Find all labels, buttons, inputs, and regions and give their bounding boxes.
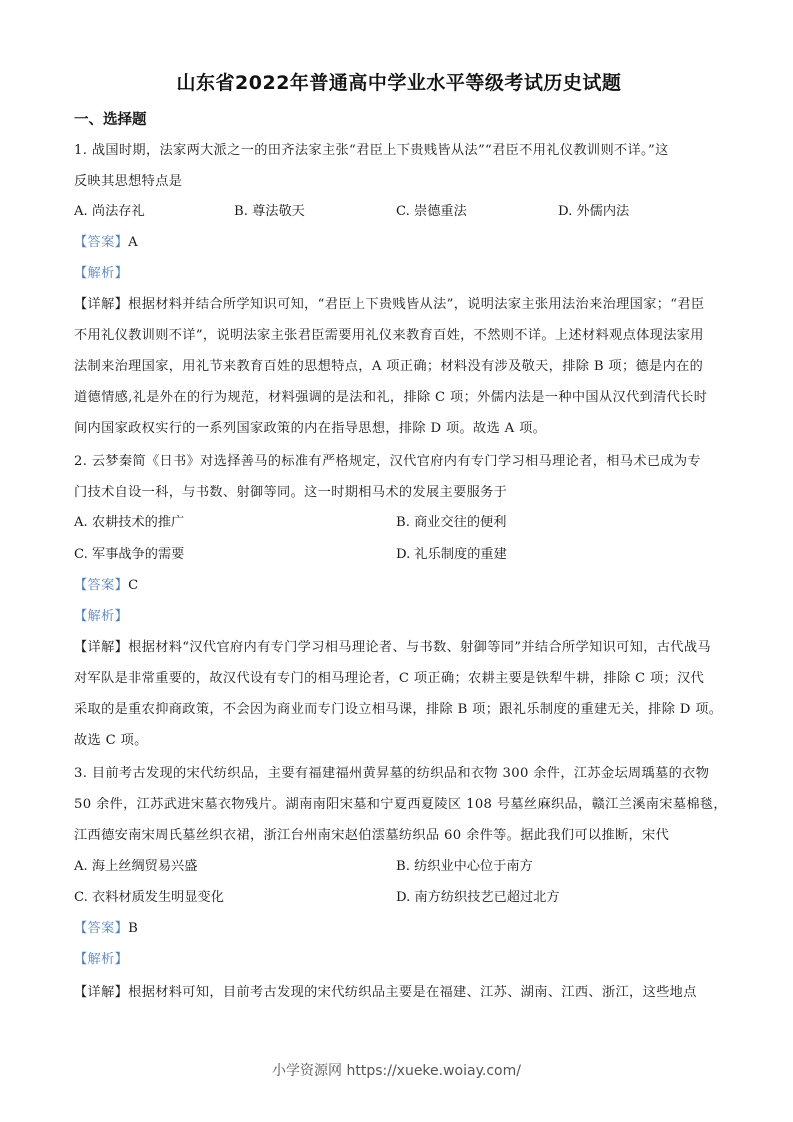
option-text: 尊法敬天	[252, 204, 305, 219]
question-2-analysis-label	[74, 607, 128, 627]
analysis-label: 【解析】	[74, 609, 129, 624]
option-key: C.	[396, 204, 410, 219]
option-text: 尚法存礼	[91, 204, 145, 219]
question-1-analysis-label	[74, 264, 128, 284]
question-3-option-c	[74, 888, 224, 908]
detail-text: 根据材料“汉代官府内有专门学习相马理论者、与书数、射御等同”并结合所学知识可知，古代战马	[128, 640, 711, 655]
option-text: 崇德重法	[414, 204, 467, 219]
question-2-option-d	[396, 545, 507, 565]
question-1-detail-line-5: 间内国家政权实行的一系列国家政策的内在指导思想，排除 D 项。故选 A 项。	[74, 421, 547, 436]
watermark-footer: 小学资源网 https://xueke.woiay.com/	[272, 1063, 521, 1079]
question-3-stem-line-3: 江西德安南宋周氏墓丝织衣裙，浙江台州南宋赵伯澐墓纺织品 60 余件等。据此我们可以推断，宋代	[74, 828, 670, 843]
question-2-detail-line-3: 采取的是重农抑商政策，不会因为商业而专门设立相马课，排除 B 项；跟礼乐制度的重建无关，排除 D 项。	[74, 702, 723, 717]
answer-value: C	[128, 578, 139, 593]
question-1-detail-line-4: 道德情感,礼是外在的行为规范，材料强调的是法和礼，排除 C 项；外儒内法是一种中国从汉代到清代长时	[74, 390, 708, 405]
detail-label: 【详解】	[74, 640, 129, 655]
option-key: A.	[74, 515, 88, 530]
answer-label: 【答案】	[74, 578, 129, 593]
option-text: 军事战争的需要	[92, 547, 185, 562]
option-key: A.	[74, 204, 88, 219]
question-3-option-b	[396, 857, 533, 877]
question-3-detail-line-1	[74, 983, 697, 1003]
question-2-stem-line-1: 2. 云梦秦简《日书》对选择善马的标准有严格规定，汉代官府内有专门学习相马理论者，相马术已成为专	[74, 454, 702, 469]
analysis-label: 【解析】	[74, 266, 129, 281]
option-text: 外儒内法	[576, 204, 630, 219]
question-3-answer	[74, 919, 138, 939]
answer-value: A	[128, 235, 139, 250]
question-2-detail-line-2: 对军队是非常重要的，故汉代设有专门的相马理论者，C 项正确；农耕主要是铁犁牛耕，排除 C 项；汉代	[74, 671, 705, 686]
option-text: 衣料材质发生明显变化	[92, 890, 224, 905]
answer-label: 【答案】	[74, 235, 129, 250]
question-2-detail-line-1	[74, 638, 711, 658]
question-1-stem-line-1: 1. 战国时期，法家两大派之一的田齐法家主张“君臣上下贵贱皆从法”“君臣不用礼仪教训则不详。”这	[74, 143, 669, 158]
option-text: 海上丝绸贸易兴盛	[91, 859, 198, 874]
option-key: B.	[396, 859, 410, 874]
question-3-option-d	[396, 888, 560, 908]
question-1-detail-line-1	[74, 295, 704, 315]
detail-label: 【详解】	[74, 297, 129, 312]
option-text: 商业交往的便利	[414, 515, 507, 530]
option-text: 农耕技术的推广	[91, 515, 185, 530]
detail-label: 【详解】	[74, 985, 129, 1000]
question-2-stem-line-2: 门技术自设一科，与书数、射御等同。这一时期相马术的发展主要服务于	[74, 485, 508, 500]
question-3-analysis-label	[74, 950, 128, 970]
detail-text: 根据材料可知，目前考古发现的宋代纺织品主要是在福建、江苏、湖南、江西、浙江，这些地点	[128, 985, 697, 1000]
document-title: 山东省2022年普通高中学业水平等级考试历史试题	[176, 72, 622, 94]
option-key: B.	[234, 204, 248, 219]
option-text: 纺织业中心位于南方	[414, 859, 533, 874]
answer-value: B	[128, 921, 139, 936]
question-2-option-b	[396, 513, 506, 533]
question-3-stem-line-2: 50 余件，江苏武进宋墓衣物残片。湖南南阳宋墓和宁夏西夏陵区 108 号墓丝麻织品，赣江兰溪南宋墓棉毯，	[74, 797, 727, 812]
question-2-option-c	[74, 545, 184, 565]
question-2-answer	[74, 576, 139, 596]
detail-text: 根据材料并结合所学知识可知，“君臣上下贵贱皆从法”，说明法家主张用法治来治理国家；“君臣	[128, 297, 705, 312]
option-key: C.	[74, 890, 88, 905]
question-1-detail-line-3: 法制来治理国家，用礼节来教育百姓的思想特点，A 项正确；材料没有涉及敬天，排除 B 项；德是内在的	[74, 359, 704, 374]
question-2-option-a	[74, 513, 184, 533]
answer-label: 【答案】	[74, 921, 129, 936]
option-key: D.	[558, 204, 573, 219]
question-1-detail-line-2: 不用礼仪教训则不详”，说明法家主张君臣需要用礼仪来教育百姓，不然则不详。上述材料观点体现法家用	[74, 328, 704, 343]
option-key: D.	[396, 547, 411, 562]
section-heading: 一、选择题	[74, 112, 147, 128]
question-2-detail-line-4: 故选 C 项。	[74, 733, 148, 748]
question-3-stem-line-1: 3. 目前考古发现的宋代纺织品，主要有福建福州黄昇墓的纺织品和衣物 300 余件，江苏金坛周瑀墓的衣物	[74, 766, 710, 781]
question-1-answer	[74, 233, 138, 253]
option-text: 礼乐制度的重建	[414, 547, 507, 562]
question-1-option-c	[396, 202, 467, 222]
question-3-option-a	[74, 857, 197, 877]
option-text: 南方纺织技艺已超过北方	[414, 890, 560, 905]
question-1-option-b	[234, 202, 305, 222]
question-1-stem-line-2: 反映其思想特点是	[74, 174, 183, 189]
option-key: B.	[396, 515, 410, 530]
question-1-option-a	[74, 202, 145, 222]
question-1-option-d	[558, 202, 629, 222]
option-key: C.	[74, 547, 88, 562]
option-key: A.	[74, 859, 88, 874]
option-key: D.	[396, 890, 411, 905]
analysis-label: 【解析】	[74, 952, 129, 967]
